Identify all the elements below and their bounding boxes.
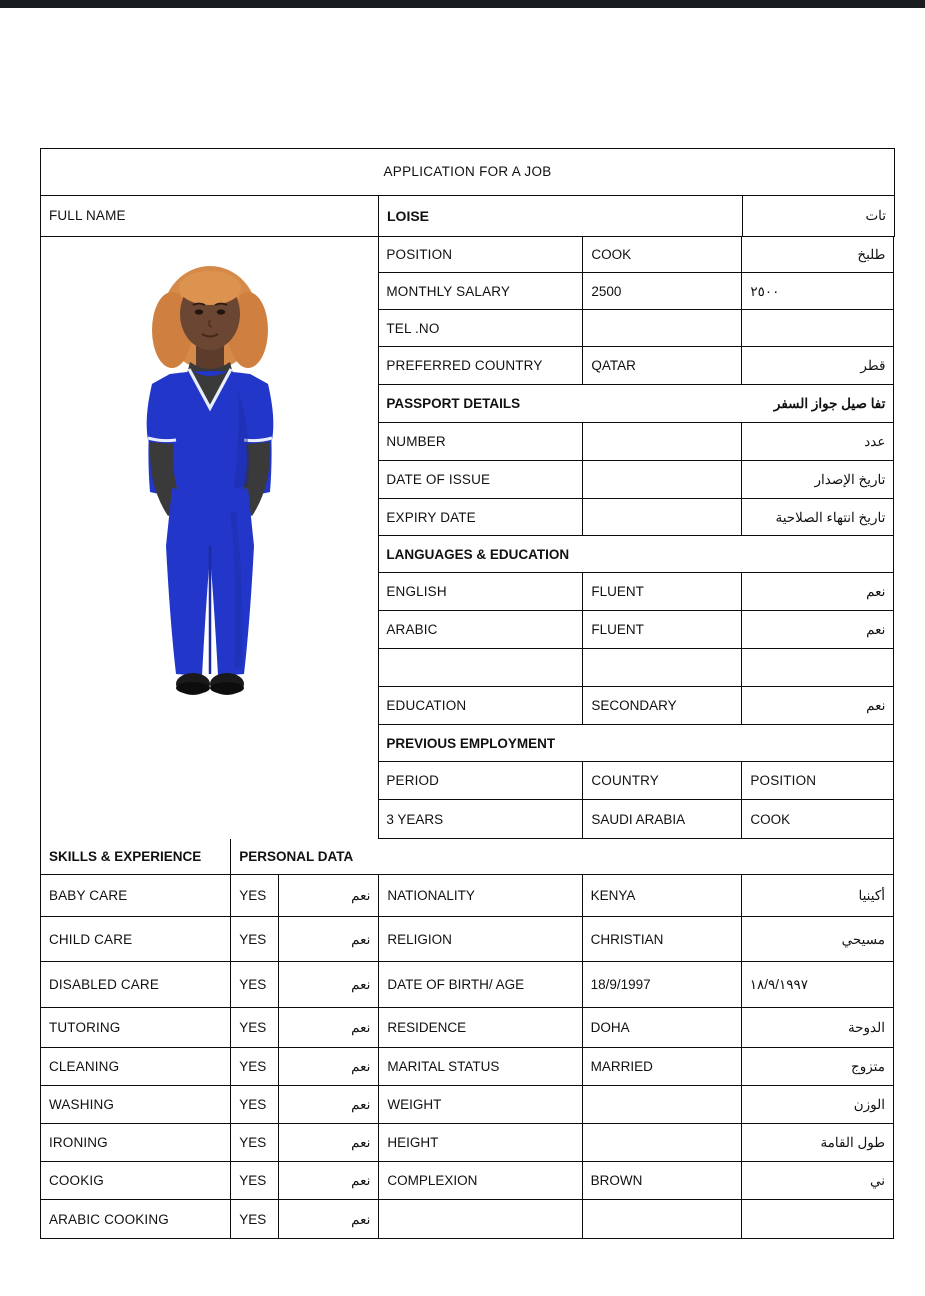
employment-col-position: POSITION — [742, 762, 894, 800]
skill-label-washing: WASHING — [41, 1086, 231, 1124]
photo-and-details-row — [41, 237, 895, 840]
personal-label-dob: DATE OF BIRTH/ AGE — [379, 962, 582, 1008]
employment-position-value: COOK — [742, 800, 894, 839]
languages-education-header: LANGUAGES & EDUCATION — [379, 536, 894, 573]
personal-label-height: HEIGHT — [379, 1124, 582, 1162]
personal-arabic-religion: مسيحي — [741, 917, 893, 962]
table-row — [41, 1086, 894, 1124]
passport-row — [379, 499, 894, 536]
skill-label-arabic-cooking: ARABIC COOKING — [41, 1200, 231, 1239]
employment-country-value: SAUDI ARABIA — [583, 800, 742, 839]
date-of-issue-value — [583, 461, 742, 499]
skill-arabic-disabled-care: نعم — [279, 962, 379, 1008]
table-row — [41, 917, 894, 962]
portrait-illustration — [110, 250, 310, 720]
extra-language-arabic — [742, 649, 894, 687]
personal-arabic-height: طول القامة — [741, 1124, 893, 1162]
previous-employment-header: PREVIOUS EMPLOYMENT — [379, 725, 894, 762]
education-row — [379, 687, 894, 725]
skill-arabic-cooking: نعم — [279, 1162, 379, 1200]
employment-columns-row — [379, 762, 894, 800]
passport-header-row — [379, 385, 894, 423]
full-name-label: FULL NAME — [41, 196, 379, 237]
job-application-document — [40, 148, 894, 1239]
skill-value-baby-care: YES — [231, 875, 279, 917]
monthly-salary-label: MONTHLY SALARY — [379, 273, 583, 310]
employment-col-period: PERIOD — [379, 762, 583, 800]
skill-label-disabled-care: DISABLED CARE — [41, 962, 231, 1008]
skill-arabic-ironing: نعم — [279, 1124, 379, 1162]
skill-value-washing: YES — [231, 1086, 279, 1124]
job-row — [379, 310, 894, 347]
monthly-salary-value: 2500 — [583, 273, 742, 310]
personal-label-nationality: NATIONALITY — [379, 875, 582, 917]
skill-arabic-washing: نعم — [279, 1086, 379, 1124]
skill-value-ironing: YES — [231, 1124, 279, 1162]
employment-period-value: 3 YEARS — [379, 800, 583, 839]
expiry-date-arabic: تاريخ انتهاء الصلاحية — [742, 499, 894, 536]
skill-value-cooking: YES — [231, 1162, 279, 1200]
job-row — [379, 273, 894, 310]
skill-value-disabled-care: YES — [231, 962, 279, 1008]
preferred-country-label: PREFERRED COUNTRY — [379, 347, 583, 385]
previous-employment-header-row — [379, 725, 894, 762]
skill-label-cooking: COOKIG — [41, 1162, 231, 1200]
details-stack-cell — [379, 237, 895, 840]
personal-arabic-marital-status: متزوج — [741, 1048, 893, 1086]
education-arabic: نعم — [742, 687, 894, 725]
personal-value-empty — [582, 1200, 741, 1239]
extra-language-label — [379, 649, 583, 687]
personal-arabic-empty — [741, 1200, 893, 1239]
preferred-country-value: QATAR — [583, 347, 742, 385]
top-status-bar — [0, 0, 925, 8]
english-arabic: نعم — [742, 573, 894, 611]
arabic-arabic: نعم — [742, 611, 894, 649]
full-name-row — [41, 196, 895, 237]
personal-label-residence: RESIDENCE — [379, 1008, 582, 1048]
details-stack — [379, 237, 895, 840]
personal-value-religion: CHRISTIAN — [582, 917, 741, 962]
table-row — [41, 962, 894, 1008]
upper-table — [40, 148, 895, 840]
personal-value-height — [582, 1124, 741, 1162]
table-row — [41, 1008, 894, 1048]
date-of-issue-label: DATE OF ISSUE — [379, 461, 583, 499]
passport-row — [379, 461, 894, 499]
personal-label-empty — [379, 1200, 582, 1239]
applicant-photo — [49, 248, 370, 828]
lower-header-row — [41, 839, 894, 875]
full-name-value: LOISE — [379, 196, 743, 237]
position-arabic: طلبخ — [742, 237, 894, 273]
job-row — [379, 347, 894, 385]
employment-col-country: COUNTRY — [583, 762, 742, 800]
skill-value-tutoring: YES — [231, 1008, 279, 1048]
personal-value-complexion: BROWN — [582, 1162, 741, 1200]
skill-label-cleaning: CLEANING — [41, 1048, 231, 1086]
languages-header-row — [379, 536, 894, 573]
passport-row — [379, 423, 894, 461]
passport-number-arabic: عدد — [742, 423, 894, 461]
personal-arabic-nationality: أكينيا — [741, 875, 893, 917]
lower-table — [40, 838, 894, 1239]
preferred-country-arabic: قطر — [742, 347, 894, 385]
skill-value-child-care: YES — [231, 917, 279, 962]
skill-arabic-tutoring: نعم — [279, 1008, 379, 1048]
skill-label-child-care: CHILD CARE — [41, 917, 231, 962]
personal-arabic-complexion: ني — [741, 1162, 893, 1200]
position-value: COOK — [583, 237, 742, 273]
skill-label-baby-care: BABY CARE — [41, 875, 231, 917]
position-label: POSITION — [379, 237, 583, 273]
passport-number-value — [583, 423, 742, 461]
table-row — [41, 1162, 894, 1200]
english-label: ENGLISH — [379, 573, 583, 611]
table-row — [379, 800, 894, 839]
personal-arabic-weight: الوزن — [741, 1086, 893, 1124]
table-row — [41, 1200, 894, 1239]
expiry-date-value — [583, 499, 742, 536]
table-row — [41, 1048, 894, 1086]
skills-experience-header: SKILLS & EXPERIENCE — [41, 839, 231, 875]
skill-arabic-baby-care: نعم — [279, 875, 379, 917]
applicant-photo-cell — [41, 237, 379, 840]
personal-label-weight: WEIGHT — [379, 1086, 582, 1124]
education-value: SECONDARY — [583, 687, 742, 725]
tel-no-label: TEL .NO — [379, 310, 583, 347]
language-row — [379, 573, 894, 611]
personal-data-header: PERSONAL DATA — [231, 839, 894, 875]
table-row — [41, 875, 894, 917]
monthly-salary-arabic: ٢٥٠٠ — [742, 273, 894, 310]
table-row — [41, 1124, 894, 1162]
skill-arabic-arabic-cooking: نعم — [279, 1200, 379, 1239]
page-title: APPLICATION FOR A JOB — [41, 149, 895, 196]
skill-arabic-child-care: نعم — [279, 917, 379, 962]
personal-value-weight — [582, 1086, 741, 1124]
skill-value-arabic-cooking: YES — [231, 1200, 279, 1239]
full-name-arabic: تات — [743, 196, 895, 237]
date-of-issue-arabic: تاريخ الإصدار — [742, 461, 894, 499]
document-title-row — [41, 149, 895, 196]
personal-value-dob: 18/9/1997 — [582, 962, 741, 1008]
tel-no-value — [583, 310, 742, 347]
passport-details-header: PASSPORT DETAILS — [379, 385, 742, 423]
job-row — [379, 237, 894, 273]
personal-label-complexion: COMPLEXION — [379, 1162, 582, 1200]
passport-number-label: NUMBER — [379, 423, 583, 461]
skill-value-cleaning: YES — [231, 1048, 279, 1086]
arabic-value: FLUENT — [583, 611, 742, 649]
personal-value-nationality: KENYA — [582, 875, 741, 917]
personal-label-marital-status: MARITAL STATUS — [379, 1048, 582, 1086]
personal-label-religion: RELIGION — [379, 917, 582, 962]
tel-no-arabic — [742, 310, 894, 347]
personal-arabic-dob: ١٨/٩/١٩٩٧ — [741, 962, 893, 1008]
english-value: FLUENT — [583, 573, 742, 611]
language-row-empty — [379, 649, 894, 687]
personal-value-residence: DOHA — [582, 1008, 741, 1048]
extra-language-value — [583, 649, 742, 687]
personal-value-marital-status: MARRIED — [582, 1048, 741, 1086]
skill-arabic-cleaning: نعم — [279, 1048, 379, 1086]
personal-arabic-residence: الدوحة — [741, 1008, 893, 1048]
language-row — [379, 611, 894, 649]
passport-details-header-arabic: تفا صيل جواز السفر — [742, 385, 894, 423]
skill-label-tutoring: TUTORING — [41, 1008, 231, 1048]
education-label: EDUCATION — [379, 687, 583, 725]
arabic-label: ARABIC — [379, 611, 583, 649]
skill-label-ironing: IRONING — [41, 1124, 231, 1162]
expiry-date-label: EXPIRY DATE — [379, 499, 583, 536]
